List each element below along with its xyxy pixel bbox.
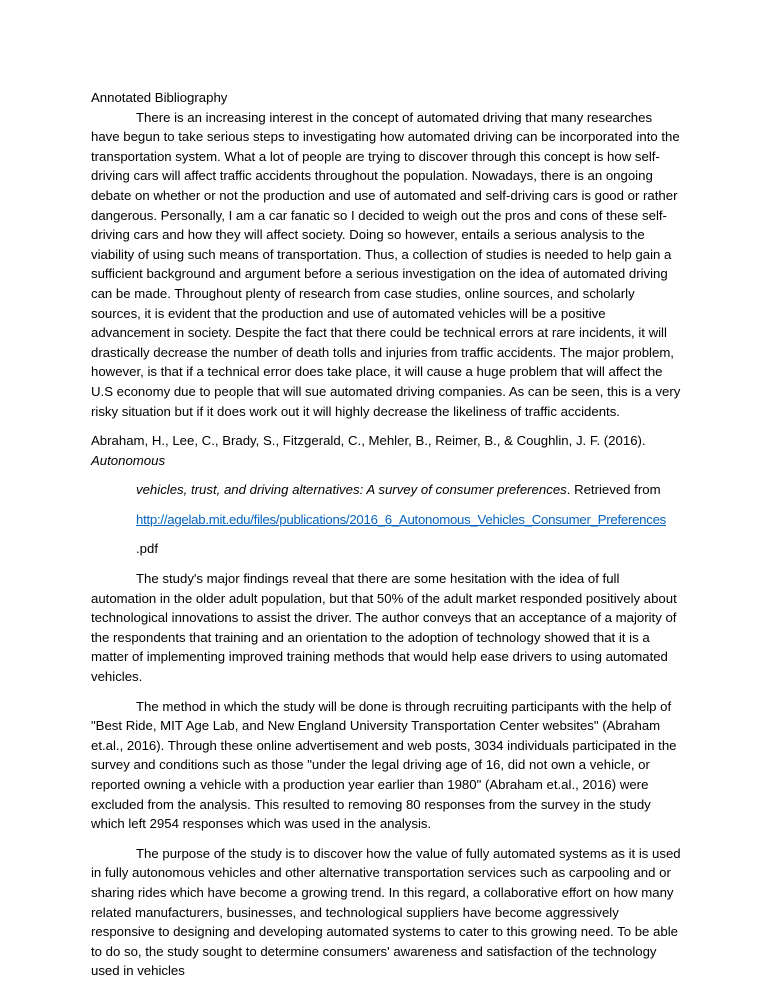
citation-authors: Abraham, H., Lee, C., Brady, S., Fitzgerald, C., Mehler, B., Reimer, B., & Coughlin, J. F. (2016). (91, 433, 646, 449)
citation-title: vehicles, trust, and driving alternatives: A survey of consumer preferences (136, 482, 567, 498)
citation-url-link[interactable]: http://agelab.mit.edu/files/publications/2016_6_Autonomous_Vehicles_Consumer_Preferences (136, 511, 667, 527)
citation-retrieved: . Retrieved from (566, 482, 661, 498)
citation-title-start: Autonomous (91, 452, 166, 468)
intro-paragraph: There is an increasing interest in the concept of automated driving that many researches have begun to take serious steps to investigating how automated driving can be incorporated into the transportation system. What a lot of people are trying to discover through this concept is how self-driving cars will affect traffic accidents throughout the population. Nowadays, there is an ongoing debate on whether or not the production and use of automated and self-driving cars is good or rather dangerous. Personally, I am a car fanatic so I decided to weigh out the pros and cons of these self-driving cars and how they will affect society. Doing so however, entails a serious analysis to the viability of using such means of transportation. Thus, a collection of studies is needed to help gain a sufficient background and argument before a serious investigation on the idea of automated driving can be made. Throughout plenty of research from case studies, online sources, and scholarly sources, it is evident that the production and use of automated vehicles will be a positive advancement in society. Despite the fact that there could be technical errors at rare incidents, it will drastically decrease the number of death tolls and injuries from traffic accidents. The major problem, however, is that if a technical error does take place, it will cause a huge problem that will affect the U.S economy due to people that will sue automated driving companies. As can be seen, this is a very risky situation but if it does work out it will highly decrease the likeliness of traffic accidents. (91, 109, 681, 419)
body-paragraph-method: The method in which the study will be done is through recruiting participants with the help of "Best Ride, MIT Age Lab, and New England University Transportation Center websites" (Abraham et.al., 2016). Through these online advertisement and web posts, 3034 individuals participated in the survey and conditions such as those "under the legal driving age of 16, did not own a vehicle, or reported owning a vehicle with a production year earlier than 1980" (Abraham et.al., 2016) were excluded from the analysis. This resulted to removing 80 responses from the survey in the study which left 2954 responses which was used in the analysis. (91, 698, 677, 832)
citation-title-line (91, 480, 682, 500)
document-page (91, 88, 682, 981)
body-paragraph-purpose: The purpose of the study is to discover how the value of fully automated systems as it is used in fully autonomous vehicles and other alternative transportation services such as carpooling and or sharing rides which have become a growing trend. In this regard, a collaborative effort on how many related manufacturers, businesses, and technological suppliers have become aggressively responsive to designing and developing automated systems to cater to this growing need. To be able to do so, the study sought to determine consumers' awareness and satisfaction of the technology used in vehicles (91, 845, 681, 979)
citation-authors-line (91, 431, 682, 470)
body-paragraph-findings: The study's major findings reveal that there are some hesitation with the idea of full automation in the older adult population, but that 50% of the adult market responded positively about technological innovations to assist the driver. The author conveys that an acceptance of a majority of the respondents that training and an orientation to the adoption of technology showed that it is a matter of implementing improved training methods that would help ease drivers to using automated vehicles. (91, 571, 677, 685)
citation-url-extension: .pdf (136, 541, 158, 557)
document-heading: Annotated Bibliography (91, 90, 228, 105)
